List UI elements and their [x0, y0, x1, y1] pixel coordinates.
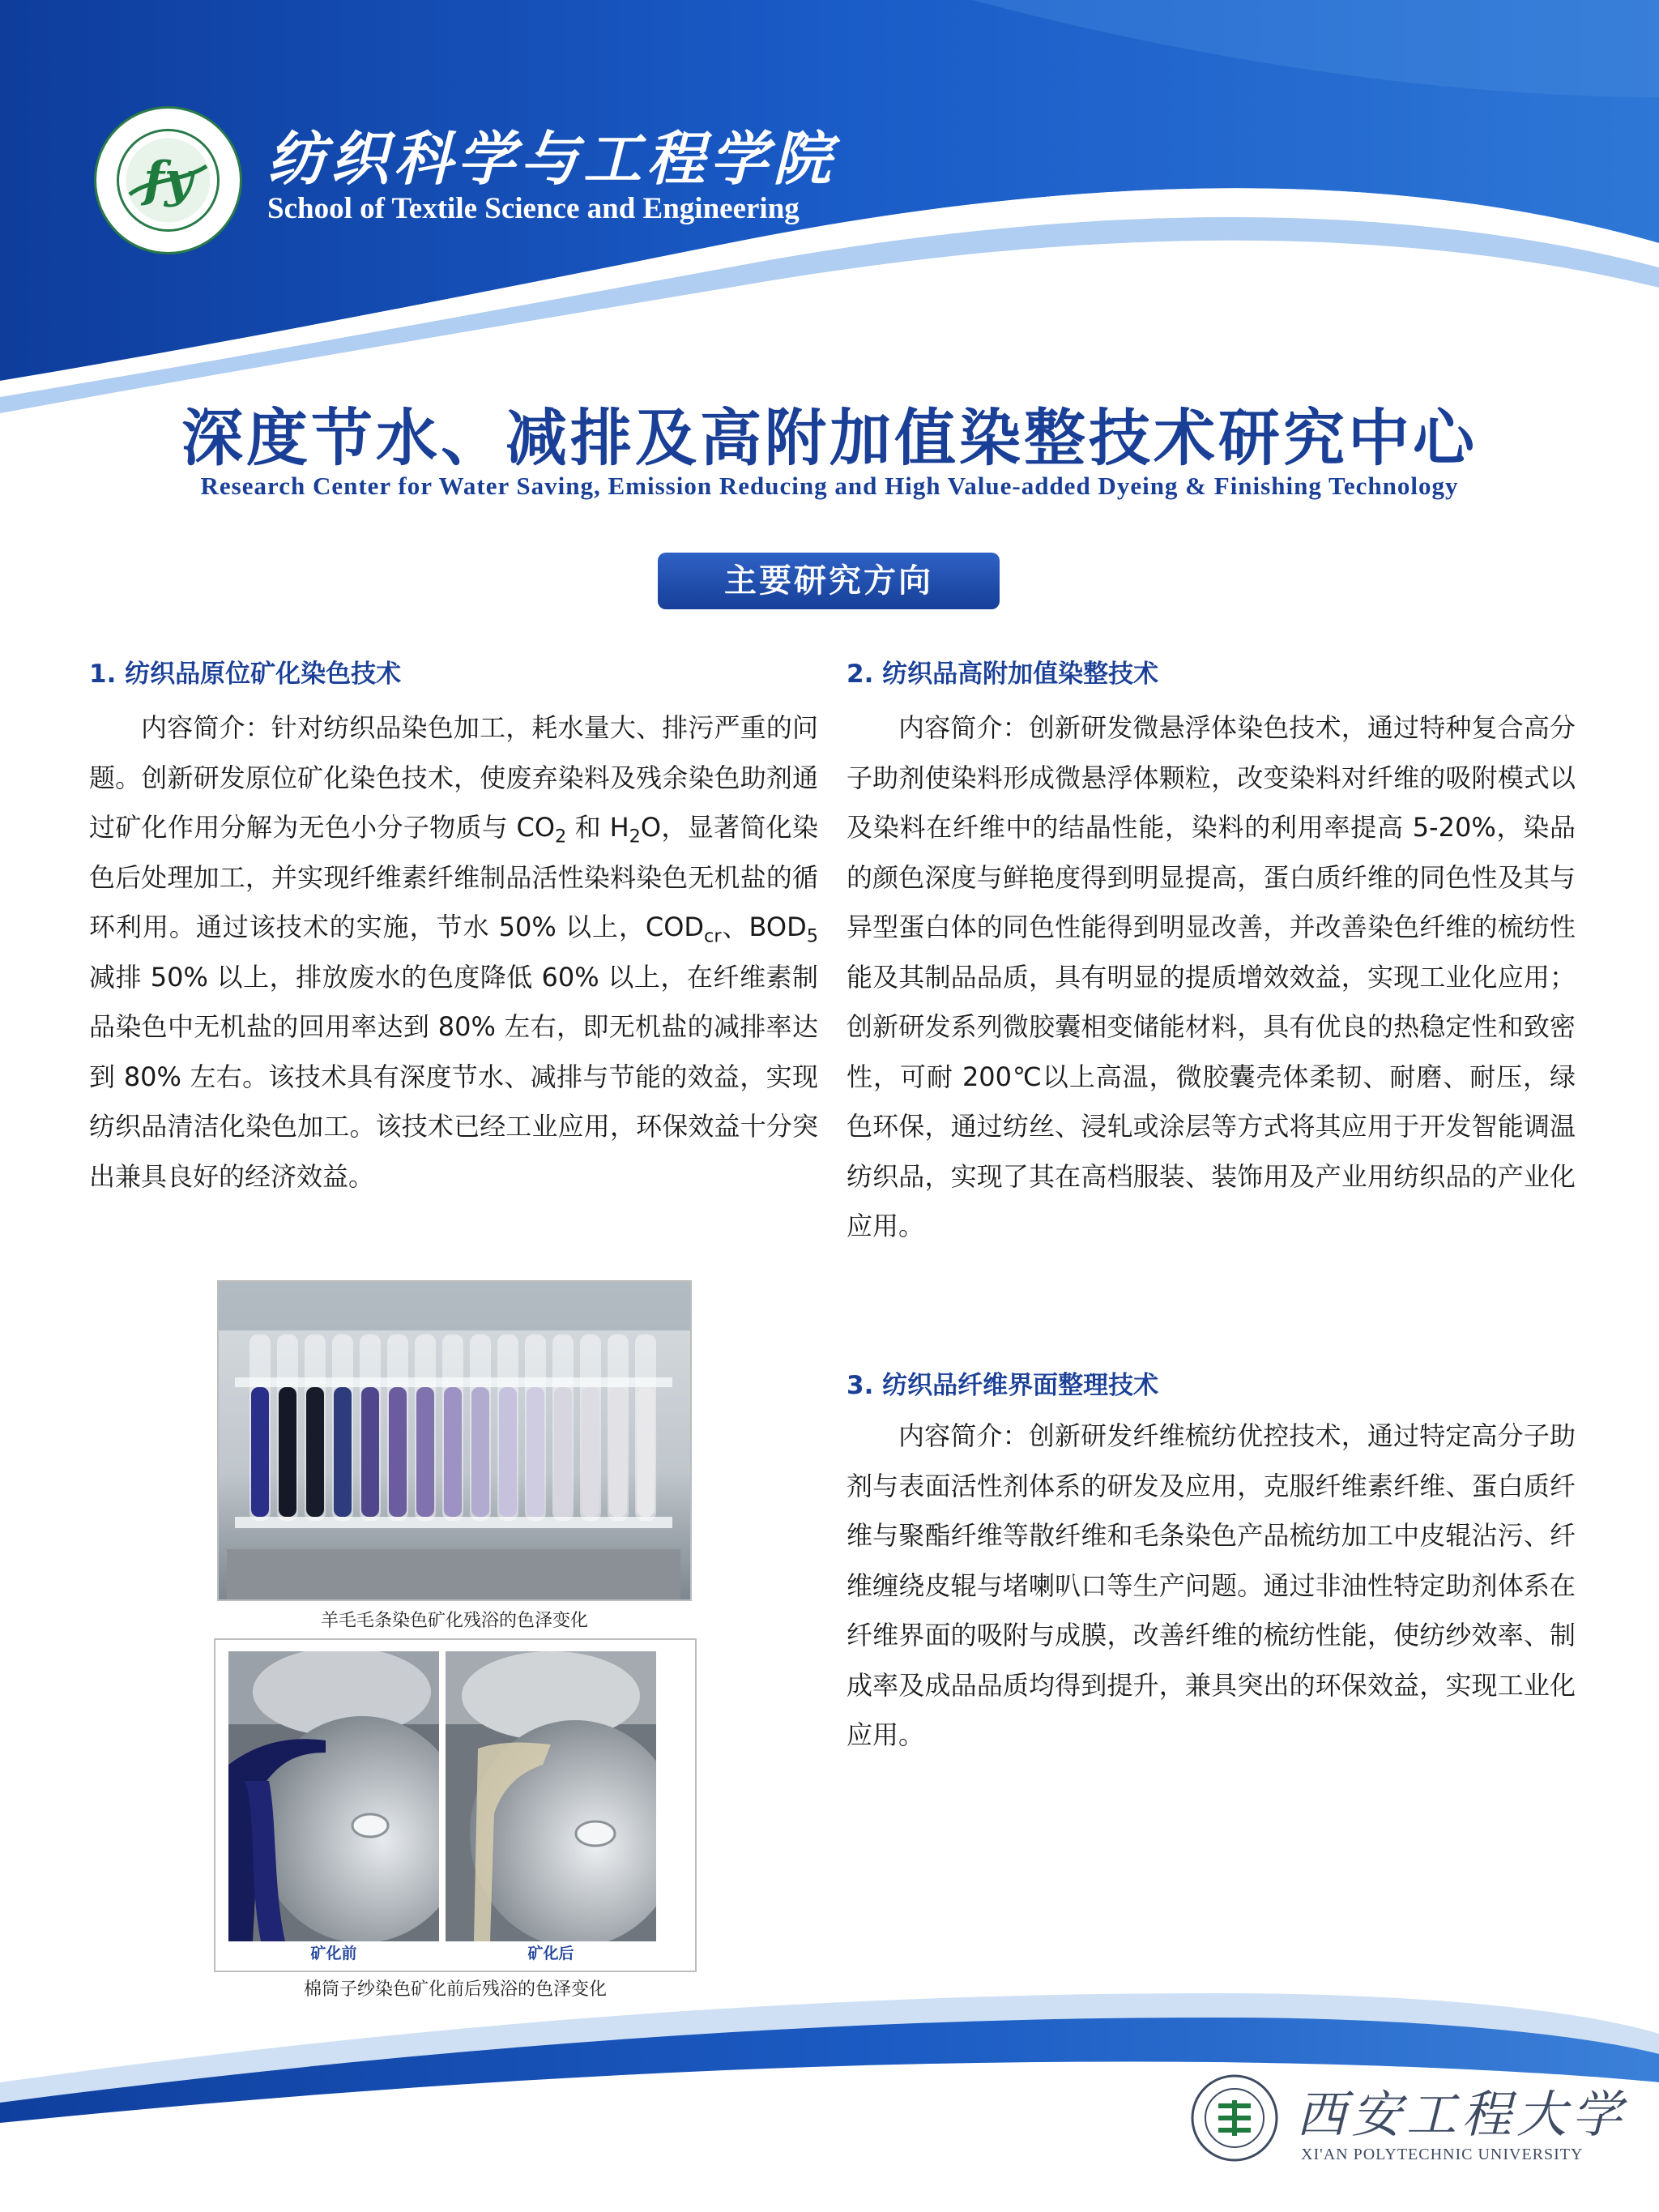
page-title-en: Research Center for Water Saving, Emission Reducing and High Value-added Dyeing & Finishing Technology [200, 472, 1459, 500]
school-name-en: School of Textile Science and Engineering [267, 192, 800, 225]
section-1-paragraph: 内容简介：针对纺织品染色加工，耗水量大、排污严重的问题。创新研发原位矿化染色技术，使废弃染料及残余染色助剂通过矿化作用分解为无色小分子物质与 $CO_2$ 和 $H_2O$，显著简化染色后处理加工，并实现纤维素纤维制品活性染料染色无机盐的循环利用。通过该技术的实施，节水 50% 以上，$COD_{cr}$、$BOD_5$ 减排 50% 以上，排放废水的色度降低 60% 以上，在纤维素制品染色中无机盐的回用率达到 80% 左右，即无机盐的减排率达到 80% 左右。该技术具有深度节水、减排与节能的效益，实现纺织品清洁化染色加工。该技术已经工业应用，环保效益十分突出兼具良好的经济效益。 [89, 712, 818, 1192]
section-2-paragraph: 内容简介：创新研发微悬浮体染色技术，通过特种复合高分子助剂使染料形成微悬浮体颗粒，改变染料对纤维的吸附模式以及染料在纤维中的结晶性能，染料的利用率提高 5-20%，染品的颜色深度与鲜艳度得到明显提高，蛋白质纤维的同色性及其与异型蛋白体的同色性能得到明显改善，并改善染色纤维的梳纺性能及其制品品质，具有明显的提质增效效益，实现工业化应用；创新研发系列微胶囊相变储能材料，具有优良的热稳定性和致密性，可耐 200℃以上高温，微胶囊壳体柔韧、耐磨、耐压，绿色环保，通过纺丝、浸轧或涂层等方式将其应用于开发智能调温纺织品，实现了其在高档服装、装饰用及产业用纺织品的产业化应用。 [847, 712, 1576, 1241]
section-label-badge: 主要研究方向 [658, 553, 1000, 609]
university-logo-icon [1191, 2074, 1278, 2162]
school-name-cn: 纺织科学与工程学院 [267, 124, 837, 193]
dye-bath-after-photo [446, 1651, 656, 1941]
after-label: 矿化后 [527, 1945, 574, 1962]
school-logo-icon [93, 105, 243, 255]
page-title-cn: 深度节水、减排及高附加值染整技术研究中心 [181, 402, 1478, 474]
section-3-paragraph: 内容简介：创新研发纤维梳纺优控技术，通过特定高分子助剂与表面活性剂体系的研发及应用，克服纤维素纤维、蛋白质纤维与聚酯纤维等散纤维和毛条染色产品梳纺加工中皮辊沾污、纤维缠绕皮辊与堵喇叭口等生产问题。通过非油性特定助剂体系在纤维界面的吸附与成膜，改善纤维的梳纺性能，使纺纱效率、制成率及成品品质均得到提升，兼具突出的环保效益，实现工业化应用。 [847, 1420, 1576, 1750]
section-2 [847, 656, 1576, 1252]
dye-bath-before-photo [228, 1651, 439, 1941]
section-2-heading: 2. 纺织品高附加值染整技术 [847, 660, 1159, 689]
section-3-heading: 3. 纺织品纤维界面整理技术 [847, 1371, 1159, 1400]
section-1 [89, 656, 818, 1202]
section-1-heading: 1. 纺织品原位矿化染色技术 [89, 660, 402, 689]
header-background [0, 0, 1659, 421]
before-label: 矿化前 [310, 1945, 357, 1962]
svg-text:fy: fy [143, 152, 193, 208]
test-tubes-photo [217, 1280, 692, 1601]
figure-1-caption: 羊毛毛条染色矿化残浴的色泽变化 [320, 1611, 588, 1631]
university-name-en: XI'AN POLYTECHNIC UNIVERSITY [1301, 2146, 1584, 2163]
university-name-cn: 西安工程大学 [1296, 2085, 1627, 2144]
figure-2-caption: 棉筒子纱染色矿化前后残浴的色泽变化 [303, 1979, 607, 2000]
